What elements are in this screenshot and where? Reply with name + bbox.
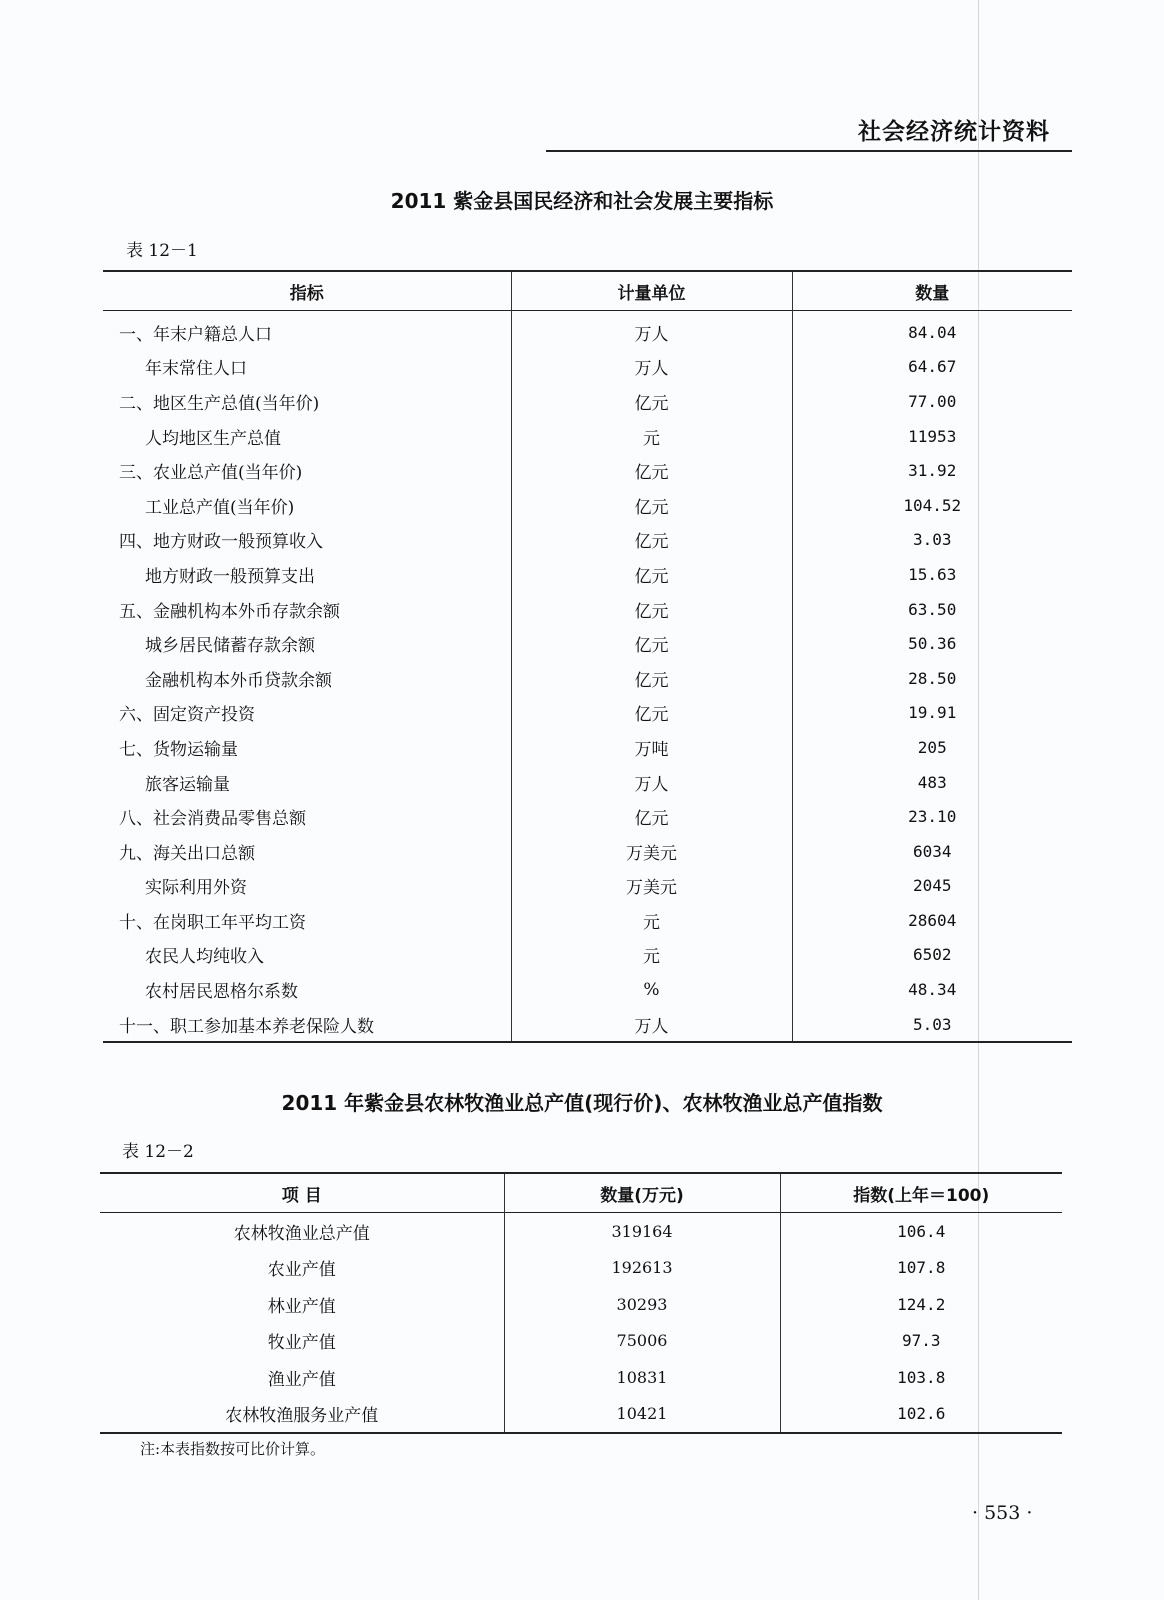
value-cell: 6034 (792, 834, 1072, 869)
value-cell: 50.36 (792, 626, 1072, 661)
value-cell: 205 (792, 730, 1072, 765)
unit-cell: 亿元 (511, 557, 792, 592)
amount-cell: 192613 (504, 1250, 780, 1287)
column-header-indicator: 指标 (289, 283, 324, 304)
item-cell: 农林牧渔服务业产值 (225, 1406, 379, 1427)
table-row (103, 523, 1072, 558)
table-row (103, 903, 1072, 938)
unit-cell: % (511, 972, 792, 1007)
index-cell: 97.3 (780, 1323, 1062, 1360)
indicator-cell: 六、固定资产投资 (119, 705, 255, 726)
value-cell: 64.67 (792, 350, 1072, 385)
index-cell: 102.6 (780, 1396, 1062, 1434)
indicator-cell: 十、在岗职工年平均工资 (119, 912, 306, 933)
unit-cell: 万人 (511, 1007, 792, 1043)
column-header-item: 项 目 (281, 1185, 322, 1206)
value-cell: 3.03 (792, 523, 1072, 558)
indicator-cell: 金融机构本外币贷款余额 (145, 670, 332, 691)
unit-cell: 万人 (511, 765, 792, 800)
table-row (103, 869, 1072, 904)
indicator-cell: 八、社会消费品零售总额 (119, 809, 306, 830)
unit-cell: 亿元 (511, 696, 792, 731)
table-row (100, 1323, 1062, 1360)
table-row (103, 592, 1072, 627)
amount-cell: 10421 (504, 1396, 780, 1434)
table1-number: 表 12－1 (126, 241, 198, 261)
value-cell: 5.03 (792, 1007, 1072, 1043)
agri-output-table (100, 1172, 1062, 1434)
value-cell: 28.50 (792, 661, 1072, 696)
unit-cell: 亿元 (511, 626, 792, 661)
indicator-cell: 实际利用外资 (145, 878, 247, 899)
table-row (103, 799, 1072, 834)
column-header-value: 数量 (792, 271, 1072, 311)
value-cell: 48.34 (792, 972, 1072, 1007)
amount-cell: 319164 (504, 1213, 780, 1250)
item-cell: 农业产值 (267, 1260, 336, 1281)
table-header-row (103, 271, 1072, 311)
unit-cell: 亿元 (511, 799, 792, 834)
indicator-cell: 工业总产值(当年价) (145, 497, 295, 518)
indicator-cell: 五、金融机构本外币存款余额 (119, 601, 340, 622)
table-row (103, 730, 1072, 765)
table2-title: 2011 年紫金县农林牧渔业总产值(现行价)、农林牧渔业总产值指数 (281, 1091, 883, 1115)
table-row (103, 557, 1072, 592)
table-row (103, 938, 1072, 973)
unit-cell: 元 (511, 938, 792, 973)
table-row (103, 1007, 1072, 1043)
value-cell: 19.91 (792, 696, 1072, 731)
header-rule (546, 150, 1072, 152)
index-cell: 107.8 (780, 1250, 1062, 1287)
table-row (103, 661, 1072, 696)
item-cell: 渔业产值 (267, 1369, 336, 1390)
table-row (103, 972, 1072, 1007)
index-cell: 106.4 (780, 1213, 1062, 1250)
value-cell: 2045 (792, 869, 1072, 904)
table-row (103, 765, 1072, 800)
amount-cell: 30293 (504, 1286, 780, 1323)
unit-cell: 亿元 (511, 661, 792, 696)
indicator-cell: 年末常住人口 (145, 359, 247, 380)
table-row (100, 1286, 1062, 1323)
unit-cell: 万美元 (511, 869, 792, 904)
value-cell: 31.92 (792, 453, 1072, 488)
item-cell: 牧业产值 (267, 1333, 336, 1354)
unit-cell: 万吨 (511, 730, 792, 765)
item-cell: 林业产值 (267, 1296, 336, 1317)
unit-cell: 万人 (511, 311, 792, 350)
table-row (103, 350, 1072, 385)
indicator-cell: 农民人均纯收入 (145, 947, 264, 968)
page-number: · 553 · (972, 1502, 1033, 1524)
indicator-cell: 旅客运输量 (145, 774, 230, 795)
item-cell: 农林牧渔业总产值 (233, 1223, 370, 1244)
table-row (100, 1359, 1062, 1396)
value-cell: 84.04 (792, 311, 1072, 350)
unit-cell: 亿元 (511, 384, 792, 419)
amount-cell: 75006 (504, 1323, 780, 1360)
indicator-cell: 农村居民恩格尔系数 (145, 982, 298, 1003)
table-row (103, 419, 1072, 454)
indicator-cell: 人均地区生产总值 (145, 428, 281, 449)
column-header-unit: 计量单位 (511, 271, 792, 311)
value-cell: 77.00 (792, 384, 1072, 419)
table-row (100, 1396, 1062, 1434)
indicator-cell: 十一、职工参加基本养老保险人数 (119, 1016, 374, 1037)
unit-cell: 万美元 (511, 834, 792, 869)
table1-title: 2011 紫金县国民经济和社会发展主要指标 (390, 189, 774, 213)
table2-note: 注:本表指数按可比价计算。 (140, 1440, 326, 1458)
unit-cell: 元 (511, 419, 792, 454)
value-cell: 104.52 (792, 488, 1072, 523)
value-cell: 23.10 (792, 799, 1072, 834)
table-header-row (100, 1173, 1062, 1213)
unit-cell: 万人 (511, 350, 792, 385)
indicator-cell: 七、货物运输量 (119, 739, 238, 760)
indicator-cell: 地方财政一般预算支出 (145, 566, 315, 587)
value-cell: 63.50 (792, 592, 1072, 627)
indicator-cell: 九、海关出口总额 (119, 843, 255, 864)
table-row (103, 453, 1072, 488)
section-header: 社会经济统计资料 (858, 119, 1050, 145)
column-header-index: 指数(上年＝100) (780, 1173, 1062, 1213)
table-row (103, 626, 1072, 661)
table-row (103, 384, 1072, 419)
indicator-cell: 三、农业总产值(当年价) (119, 463, 303, 484)
index-cell: 124.2 (780, 1286, 1062, 1323)
unit-cell: 元 (511, 903, 792, 938)
indicator-cell: 四、地方财政一般预算收入 (119, 532, 323, 553)
value-cell: 28604 (792, 903, 1072, 938)
unit-cell: 亿元 (511, 592, 792, 627)
index-cell: 103.8 (780, 1359, 1062, 1396)
value-cell: 15.63 (792, 557, 1072, 592)
unit-cell: 亿元 (511, 453, 792, 488)
table-row (103, 311, 1072, 350)
column-header-amount: 数量(万元) (504, 1173, 780, 1213)
indicator-cell: 一、年末户籍总人口 (119, 324, 272, 345)
table-row (100, 1250, 1062, 1287)
table2-number: 表 12－2 (122, 1142, 194, 1162)
amount-cell: 10831 (504, 1359, 780, 1396)
unit-cell: 亿元 (511, 488, 792, 523)
value-cell: 11953 (792, 419, 1072, 454)
value-cell: 483 (792, 765, 1072, 800)
table-row (103, 834, 1072, 869)
value-cell: 6502 (792, 938, 1072, 973)
unit-cell: 亿元 (511, 523, 792, 558)
table-row (103, 696, 1072, 731)
table-row (103, 488, 1072, 523)
indicators-table (103, 270, 1072, 1043)
indicator-cell: 城乡居民储蓄存款余额 (145, 636, 315, 657)
table-row (100, 1213, 1062, 1250)
indicator-cell: 二、地区生产总值(当年价) (119, 393, 320, 414)
